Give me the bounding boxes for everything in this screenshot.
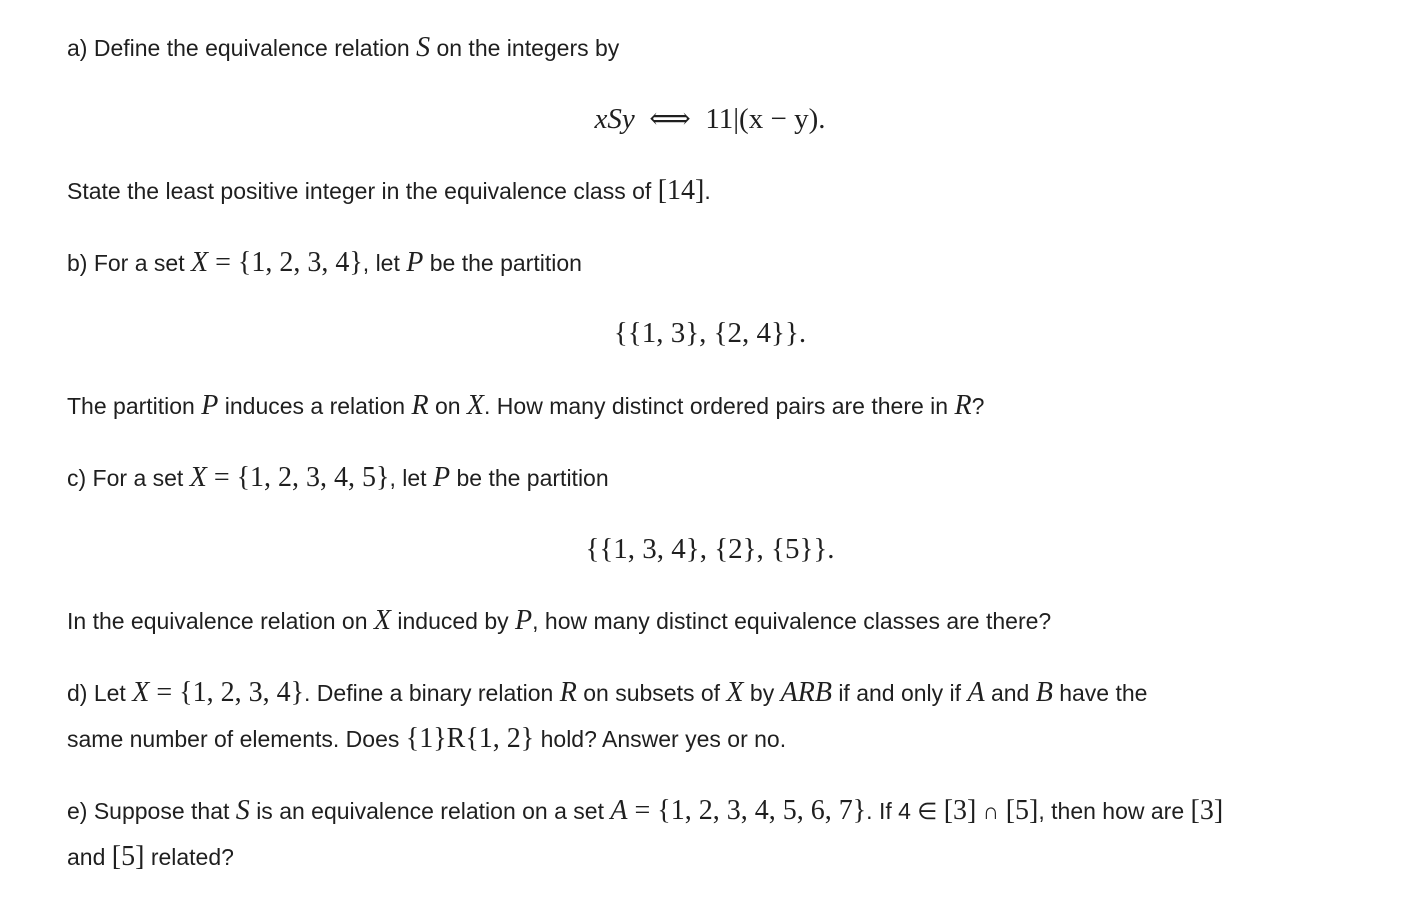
partition-p: P bbox=[406, 247, 424, 278]
question-e-line-2 bbox=[67, 843, 234, 871]
question-c-prompt-2: induced by bbox=[397, 608, 509, 634]
equation-lhs: xSy bbox=[594, 103, 635, 135]
equals-sign: = bbox=[149, 677, 180, 708]
class-3: [3] bbox=[943, 795, 977, 826]
equals-sign: = bbox=[208, 247, 238, 278]
question-d-line-1 bbox=[67, 679, 1147, 707]
relation-expression: ARB bbox=[780, 677, 832, 708]
question-d-text-7: have the bbox=[1059, 680, 1148, 706]
relation-symbol: S bbox=[416, 32, 431, 63]
question-a-label-tail: on the integers by bbox=[436, 35, 620, 61]
set-x: X bbox=[726, 677, 744, 708]
question-b-prompt-4: . How many distinct ordered pairs are there in bbox=[484, 393, 949, 419]
relation-r: R bbox=[559, 677, 577, 708]
question-c-text-2: , let bbox=[389, 465, 427, 491]
period: . bbox=[704, 178, 711, 204]
question-b-prompt bbox=[67, 392, 984, 420]
set-x: X bbox=[466, 390, 485, 421]
equation-rhs: 11|(x − y). bbox=[705, 103, 826, 135]
question-e-text-4: , then how are bbox=[1038, 798, 1185, 824]
relation-r: R bbox=[411, 390, 429, 421]
question-b-text-1: b) For a set bbox=[67, 250, 185, 276]
intersection-symbol: ∩ bbox=[976, 798, 1006, 824]
question-b-display-partition: {{1, 3}, {2, 4}}. bbox=[613, 317, 807, 349]
question-d-text-8: same number of elements. Does bbox=[67, 726, 400, 752]
question-d-text-2: . Define a binary relation bbox=[304, 680, 554, 706]
question-b-text-3: be the partition bbox=[429, 250, 582, 276]
partition-p: P bbox=[515, 605, 533, 636]
question-d-text-4: by bbox=[749, 680, 775, 706]
question-c-prompt bbox=[67, 607, 1051, 635]
class-3: [3] bbox=[1190, 795, 1224, 826]
question-e-text-5: and bbox=[67, 844, 106, 870]
question-mark: ? bbox=[971, 393, 985, 419]
relation-symbol: S bbox=[235, 795, 250, 826]
class-5: [5] bbox=[111, 841, 145, 872]
set-x: X bbox=[373, 605, 391, 636]
relation-r: R bbox=[954, 390, 972, 421]
question-d-text-3: on subsets of bbox=[583, 680, 721, 706]
question-c-intro bbox=[67, 464, 609, 492]
partition-p: P bbox=[432, 462, 451, 493]
question-e-text-3: . If 4 ∈ bbox=[866, 798, 938, 824]
equals-sign: = bbox=[206, 462, 237, 493]
question-a-prompt bbox=[67, 177, 711, 205]
question-c-prompt-3: , how many distinct equivalence classes are there? bbox=[532, 608, 1052, 634]
equals-sign: = bbox=[627, 795, 658, 826]
set-value: {1, 2, 3, 4} bbox=[179, 677, 305, 708]
set-x: X bbox=[132, 677, 150, 708]
subset-b: B bbox=[1035, 677, 1053, 708]
question-b-prompt-1: The partition bbox=[67, 393, 195, 419]
class-5: [5] bbox=[1005, 795, 1039, 826]
question-d-text-5: if and only if bbox=[838, 680, 962, 706]
iff-symbol: ⟺ bbox=[649, 103, 691, 135]
question-b-text-2: , let bbox=[362, 250, 400, 276]
subset-a: A bbox=[967, 677, 985, 708]
set-x: X bbox=[189, 462, 207, 493]
set-x: X bbox=[191, 247, 209, 278]
question-e-text-1: e) Suppose that bbox=[67, 798, 230, 824]
question-b-intro bbox=[67, 249, 582, 277]
set-value: {1, 2, 3, 4, 5} bbox=[236, 462, 390, 493]
question-d-line-2 bbox=[67, 725, 786, 753]
partition-p: P bbox=[201, 390, 219, 421]
question-a-prompt-text: State the least positive integer in the equivalence class of bbox=[67, 178, 652, 204]
question-d-text-1: d) Let bbox=[67, 680, 126, 706]
question-b-prompt-2: induces a relation bbox=[224, 393, 406, 419]
set-value: {1, 2, 3, 4} bbox=[237, 247, 363, 278]
question-e-line-1 bbox=[67, 797, 1223, 825]
question-c-prompt-1: In the equivalence relation on bbox=[67, 608, 368, 634]
relation-check-expression: {1}R{1, 2} bbox=[405, 723, 535, 754]
equivalence-class: [14] bbox=[657, 175, 705, 206]
question-a-label: a) Define the equivalence relation bbox=[67, 35, 410, 61]
question-d-text-6: and bbox=[990, 680, 1030, 706]
question-c-text-3: be the partition bbox=[456, 465, 609, 491]
question-b-prompt-3: on bbox=[434, 393, 461, 419]
set-value: {1, 2, 3, 4, 5, 6, 7} bbox=[657, 795, 867, 826]
question-c-display-partition: {{1, 3, 4}, {2}, {5}}. bbox=[585, 533, 835, 565]
question-e-text-2: is an equivalence relation on a set bbox=[256, 798, 604, 824]
question-a-intro bbox=[67, 34, 619, 62]
question-e-text-6: related? bbox=[150, 844, 234, 870]
question-d-text-9: hold? Answer yes or no. bbox=[540, 726, 787, 752]
question-a-display-equation bbox=[0, 102, 1420, 136]
set-a: A bbox=[610, 795, 628, 826]
question-c-text-1: c) For a set bbox=[67, 465, 184, 491]
